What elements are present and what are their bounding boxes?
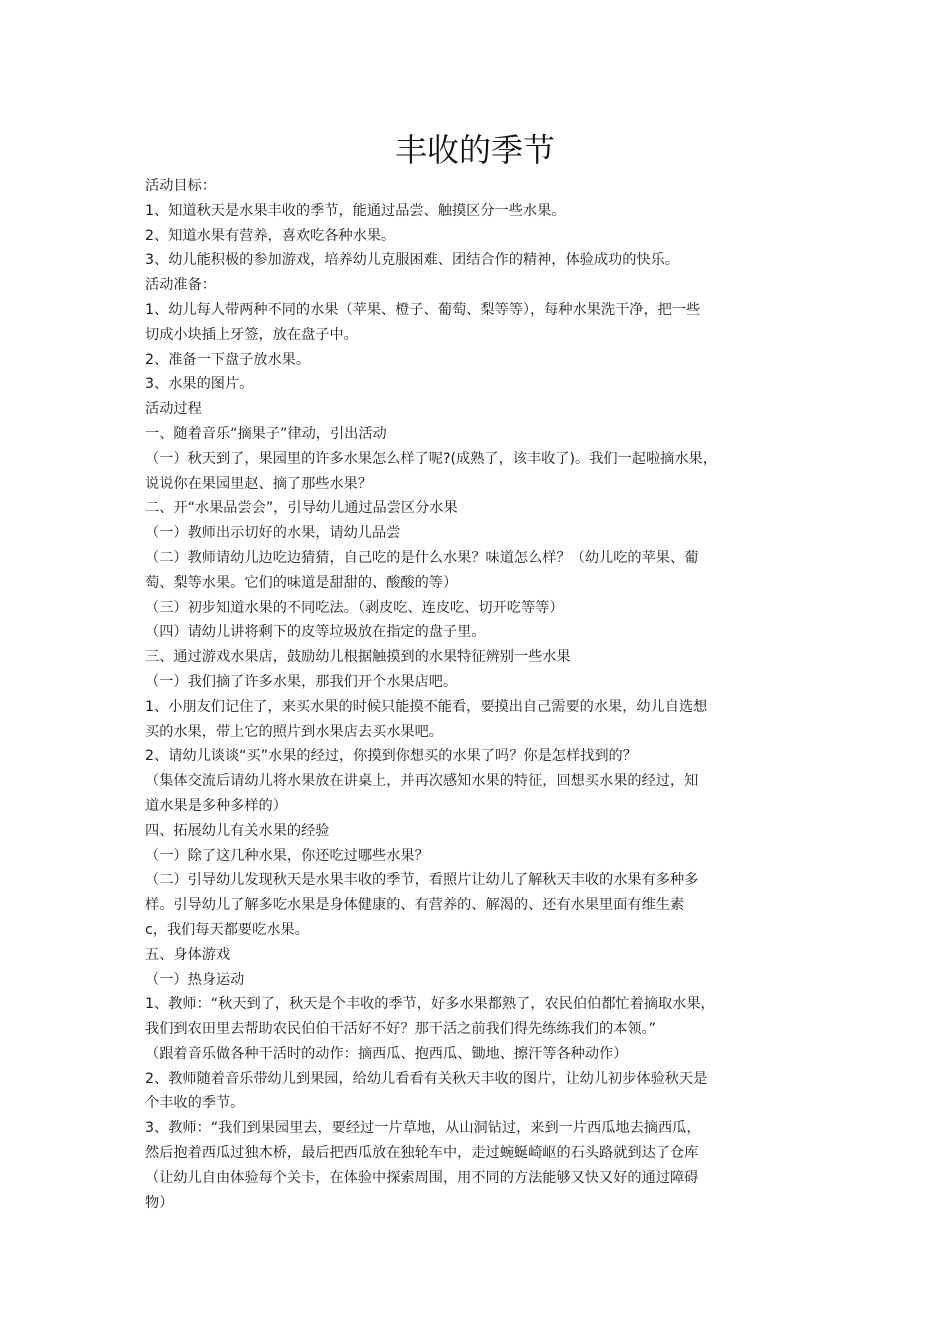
text-line: 样。引导幼儿了解多吃水果是身体健康的、有营养的、解渴的、还有水果里面有维生素 bbox=[145, 897, 685, 914]
text-line: c，我们每天都要吃水果。 bbox=[145, 921, 309, 938]
text-line: 3、水果的图片。 bbox=[145, 376, 254, 393]
document-title: 丰收的季节 bbox=[394, 131, 555, 169]
text-line: 道水果是多种多样的） bbox=[145, 797, 287, 814]
text-line: 萄、梨等水果。它们的味道是甜甜的、酸酸的等） bbox=[145, 574, 458, 591]
text-line: 2、请幼儿谈谈“买”水果的经过，你摸到你想买的水果了吗？你是怎样找到的？ bbox=[145, 748, 637, 765]
text-line: 二、开“水果品尝会”，引导幼儿通过品尝区分水果 bbox=[145, 500, 458, 517]
text-line: 3、教师：“我们到果园里去，要经过一片草地，从山洞钻过，来到一片西瓜地去摘西瓜， bbox=[145, 1120, 701, 1137]
text-line: 1、幼儿每人带两种不同的水果（苹果、橙子、葡萄、梨等等），每种水果洗干净，把一些 bbox=[145, 301, 701, 318]
text-line: 活动准备： bbox=[145, 277, 216, 294]
text-line: 一、随着音乐“摘果子”律动，引出活动 bbox=[145, 425, 387, 442]
text-line: 2、知道水果有营养，喜欢吃各种水果。 bbox=[145, 227, 396, 244]
text-line: （跟着音乐做各种干活时的动作：摘西瓜、抱西瓜、锄地、擦汗等各种动作） bbox=[145, 1045, 628, 1062]
text-line: （让幼儿自由体验每个关卡，在体验中探索周围，用不同的方法能够又快又好的通过障碍 bbox=[145, 1169, 699, 1186]
text-line: 买的水果，带上它的照片到水果店去买水果吧。 bbox=[145, 723, 443, 740]
text-line: 切成小块插上牙签，放在盘子中。 bbox=[145, 326, 358, 343]
text-line: （一）除了这几种水果，你还吃过哪些水果？ bbox=[145, 847, 429, 864]
text-line: 四、拓展幼儿有关水果的经验 bbox=[145, 822, 330, 839]
text-line: 个丰收的季节。 bbox=[145, 1095, 245, 1112]
text-line: 说说你在果园里赵、摘了那些水果？ bbox=[145, 475, 373, 492]
text-line: （一）热身运动 bbox=[145, 971, 245, 988]
text-line: （一）秋天到了，果园里的许多水果怎么样了呢?(成熟了，该丰收了)。我们一起啦摘水果， bbox=[145, 450, 717, 467]
text-line: 3、幼儿能积极的参加游戏，培养幼儿克服困难、团结合作的精神，体验成功的快乐。 bbox=[145, 252, 679, 269]
document-body bbox=[145, 174, 813, 1215]
text-line: 三、通过游戏水果店，鼓励幼儿根据触摸到的水果特征辨别一些水果 bbox=[145, 649, 571, 666]
text-line: 1、教师：“秋天到了，秋天是个丰收的季节，好多水果都熟了，农民伯伯都忙着摘取水果， bbox=[145, 996, 715, 1013]
text-line: 活动过程 bbox=[145, 401, 202, 418]
text-line: 我们到农田里去帮助农民伯伯干活好不好？那干活之前我们得先练练我们的本领。” bbox=[145, 1021, 657, 1038]
text-line: （二）引导幼儿发现秋天是水果丰收的季节，看照片让幼儿了解秋天丰收的水果有多种多 bbox=[145, 872, 699, 889]
text-line: 五、身体游戏 bbox=[145, 946, 231, 963]
text-line: 2、教师随着音乐带幼儿到果园，给幼儿看看有关秋天丰收的图片，让幼儿初步体验秋天是 bbox=[145, 1070, 708, 1087]
text-line: （三）初步知道水果的不同吃法。（剥皮吃、连皮吃、切开吃等等） bbox=[145, 599, 564, 616]
text-line: （集体交流后请幼儿将水果放在讲桌上，并再次感知水果的特征，回想买水果的经过，知 bbox=[145, 773, 699, 790]
text-line: 然后抱着西瓜过独木桥，最后把西瓜放在独轮车中，走过蜿蜒崎岖的石头路就到达了仓库 bbox=[145, 1145, 699, 1162]
text-line: 1、知道秋天是水果丰收的季节，能通过品尝、触摸区分一些水果。 bbox=[145, 202, 566, 219]
text-line: 2、准备一下盘子放水果。 bbox=[145, 351, 311, 368]
text-line: 1、小朋友们记住了，来买水果的时候只能摸不能看，要摸出自己需要的水果，幼儿自选想 bbox=[145, 698, 708, 715]
text-line: （二）教师请幼儿边吃边猜猜，自己吃的是什么水果？味道怎么样？（幼儿吃的苹果、葡 bbox=[145, 549, 699, 566]
text-line: 活动目标： bbox=[145, 178, 216, 194]
text-line: 物） bbox=[145, 1194, 174, 1211]
text-line: （一）我们摘了许多水果，那我们开个水果店吧。 bbox=[145, 673, 458, 690]
text-line: （四）请幼儿讲将剩下的皮等垃圾放在指定的盘子里。 bbox=[145, 624, 486, 641]
text-line: （一）教师出示切好的水果，请幼儿品尝 bbox=[145, 525, 401, 542]
